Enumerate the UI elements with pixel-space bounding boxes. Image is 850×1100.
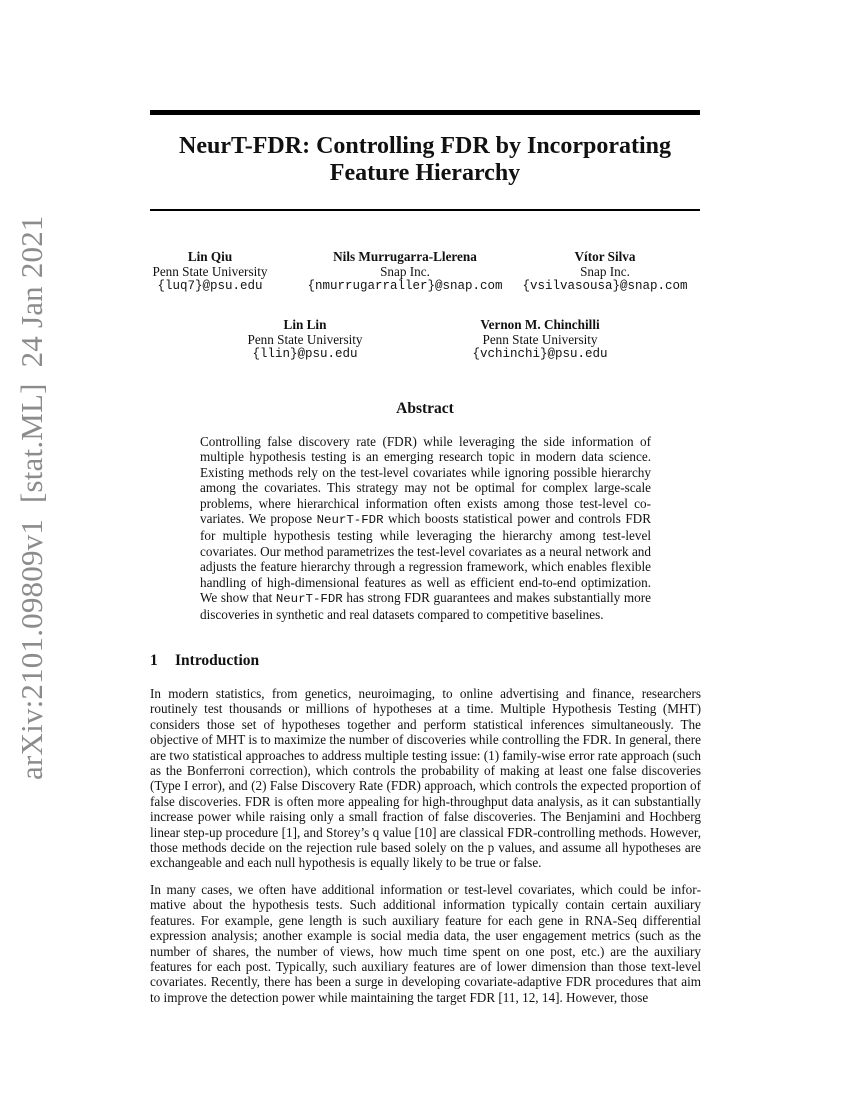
author-name: Lin Lin <box>283 317 327 332</box>
author-block <box>300 249 510 294</box>
author-email[interactable]: {vsilvasousa}@snap.com <box>522 279 688 293</box>
section-title: Introduction <box>175 652 260 669</box>
author-email[interactable]: {vchinchi}@psu.edu <box>472 347 608 361</box>
author-email[interactable]: {nmurrugarraller}@snap.com <box>307 279 503 293</box>
author-name: Nils Murrugarra-Llerena <box>333 249 477 264</box>
author-name: Vítor Silva <box>574 249 636 264</box>
abstract-text: which boosts statistical power and controls FDR for multiple hypothesis testing while leveraging the hierarchy among test-level covariates. Our method parametrizes the test-level covariates as a neural network and adjusts the feature hierarchy through a regression framework, which enables flexible handling of high-dimensional features as well as efficient end-to-end optimization. We show that <box>200 511 651 606</box>
arxiv-identifier-stamp: arXiv:2101.09809v1 [stat.ML] 24 Jan 2021 <box>14 215 49 780</box>
author-affiliation: Snap Inc. <box>580 264 630 279</box>
section-heading-introduction <box>150 652 259 670</box>
abstract-body <box>200 434 651 623</box>
author-name: Lin Qiu <box>187 249 233 264</box>
author-block <box>230 317 380 362</box>
abstract-text: has strong FDR guarantees and makes substantially more discoveries in synthetic and real datasets compared to competitive baselines. <box>200 590 651 623</box>
title-bottom-rule <box>150 209 700 211</box>
author-affiliation: Penn State University <box>247 332 363 347</box>
author-name: Vernon M. Chinchilli <box>480 317 600 332</box>
author-block <box>150 249 270 294</box>
author-block <box>515 249 695 294</box>
abstract-text: Controlling false discovery rate (FDR) while leveraging the side information of multiple hypothesis testing is an emerging research topic in modern data science. Existing methods rely on the test-level covariates while ignoring possible hierarchy among the covariates. This strategy may not be optimal for complex large-scale problems, where hierarchical information often exists among those test-level covariates. We propose <box>200 434 651 527</box>
author-affiliation: Penn State University <box>152 264 268 279</box>
paper-title: NeurT-FDR: Controlling FDR by Incorporating Feature Hierarchy <box>178 133 671 186</box>
title-top-rule <box>150 110 700 115</box>
author-affiliation: Penn State University <box>482 332 598 347</box>
abstract-heading: Abstract <box>396 400 454 417</box>
author-email[interactable]: {llin}@psu.edu <box>252 347 358 361</box>
author-affiliation: Snap Inc. <box>380 264 430 279</box>
method-name: NeurT-FDR <box>316 513 384 528</box>
method-name: NeurT-FDR <box>275 592 343 607</box>
intro-paragraph: In modern statistics, from genetics, neuroimaging, to online advertising and finance, researchers routinely test thousands or millions of hypotheses at a time. Multiple Hypothesis Testing (MHT) considers those set of hypotheses together and perform statistical inferences simultaneously. The objective of MHT is to maximize the number of discoveries while controlling the FDR. In general, there are two statistical approaches to address multiple testing issue: (1) family-wise error rate approach (such as the Bonferroni correction), which controls the probability of making at least one false discoveries (Type I error), and (2) False Discovery Rate (FDR) approach, which controls the expected proportion of false discoveries. FDR is often more appealing for high-throughput data analysis, as it can substantially increase power while raising only a small fraction of false discoveries. The Benjamini and Hochberg linear step-up procedure [1], and Storey’s q value [10] are classical FDR-controlling methods. However, those methods decide on the rejection rule based solely on the p values, and assume all hypotheses are exchangeable and each null hypothesis is equally likely to be true or false. <box>150 686 701 871</box>
section-number: 1 <box>150 652 158 669</box>
author-block <box>460 317 620 362</box>
author-email[interactable]: {luq7}@psu.edu <box>157 279 263 293</box>
intro-paragraph: In many cases, we often have additional information or test-level covariates, which could be informative about the hypothesis tests. Such additional information typically contain certain auxiliary features. For example, gene length is such auxiliary feature for each gene in RNA-Seq differential expression analysis; another example is social media data, the user engagement metrics (such as the number of shares, the number of views, how much time spent on one post, etc.) are the auxiliary features for each post. Typically, such auxiliary features are of lower dimension than those text-level covariates. Recently, there has been a surge in developing covariate-adaptive FDR procedures that aim to improve the detection power while maintaining the target FDR [11, 12, 14]. However, those <box>150 882 701 1005</box>
